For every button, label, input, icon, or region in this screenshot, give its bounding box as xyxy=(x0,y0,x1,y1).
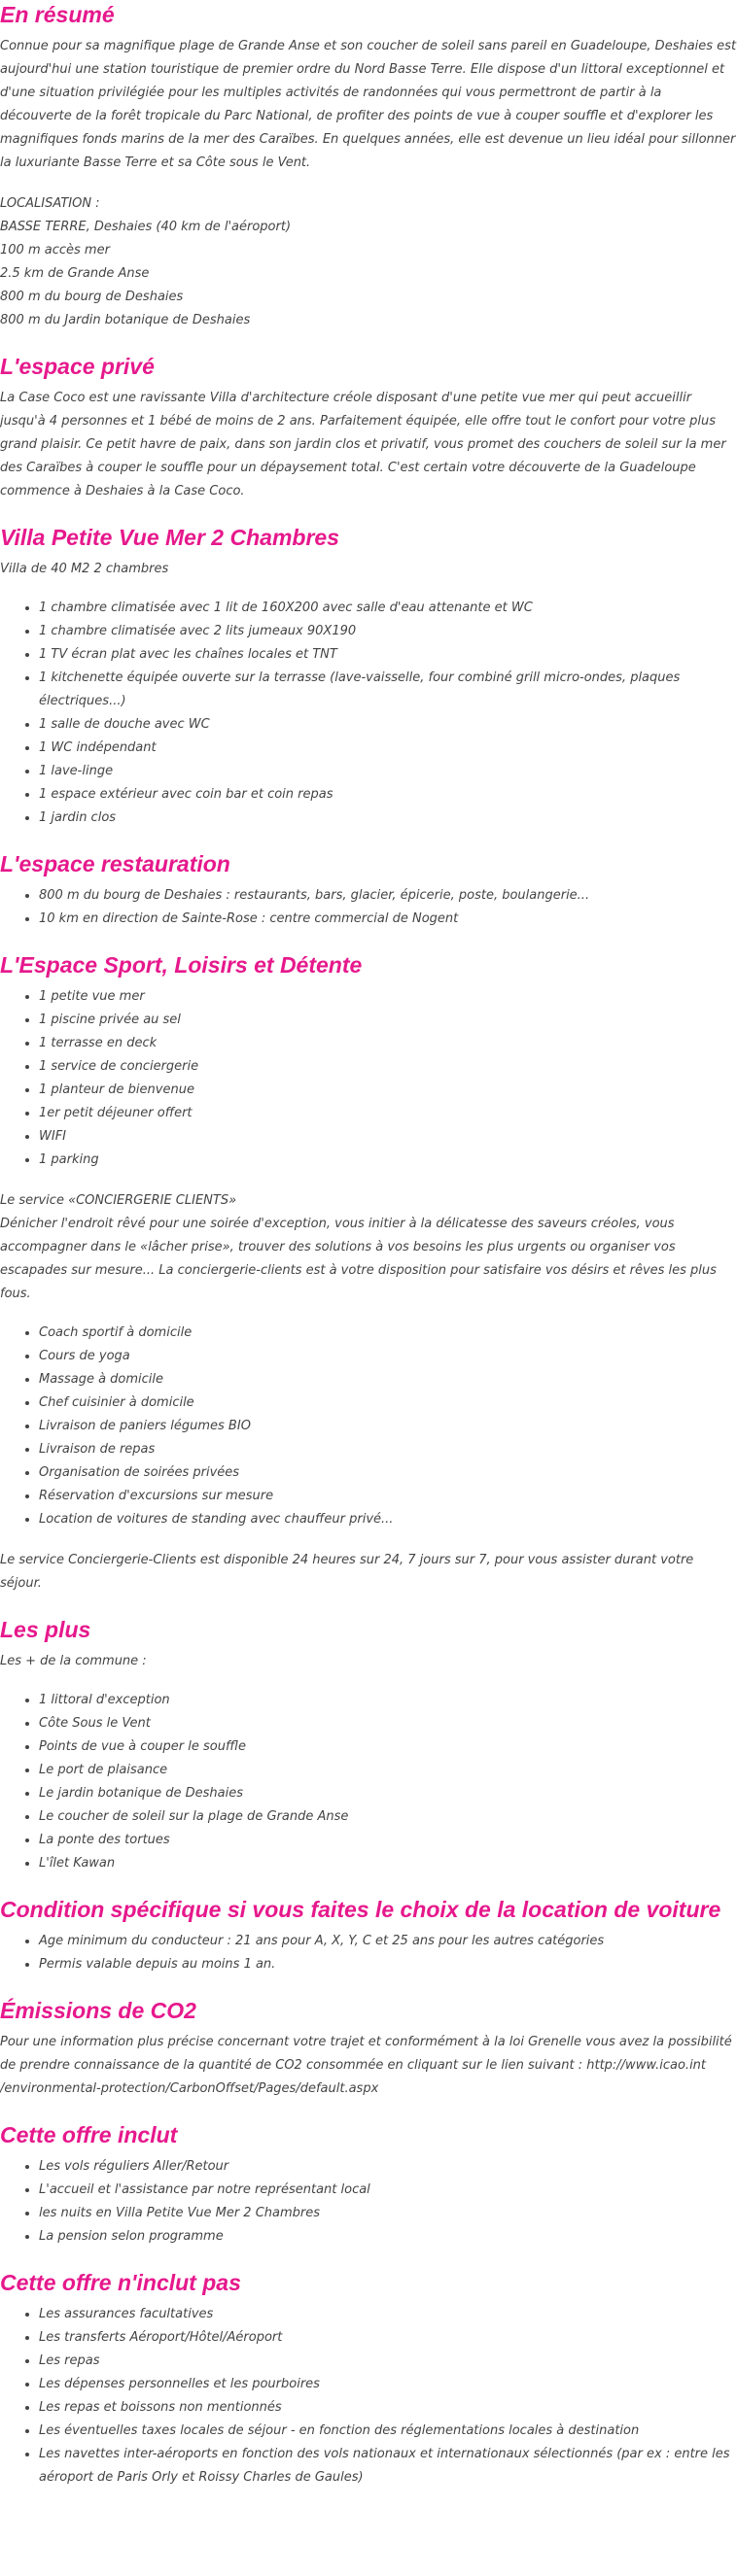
villa-equipment-list xyxy=(0,597,737,830)
location-block xyxy=(0,192,737,332)
list-item: • Massage à domicile xyxy=(39,1368,737,1391)
section-title-co2: Émissions de CO2 xyxy=(0,1998,196,2023)
list-item: • 1 kitchenette équipée ouverte sur la terrasse (lave-vaisselle, four combiné grill micro-ondes, plaques électriques...) xyxy=(39,667,737,713)
list-item: • Les repas et boissons non mentionnés xyxy=(39,2396,737,2420)
list-item: • Livraison de paniers légumes BIO xyxy=(39,1415,737,1438)
restauration-list xyxy=(0,884,737,931)
espace-prive-text: La Case Coco est une ravissante Villa d'architecture créole disposant d'une petite vue mer qui peut accueillir jusqu'à 4 personnes et 1 bébé de moins de 2 ans. Parfaitement équipée, elle offre tout le confort pour votre plus grand plaisir. Ce petit havre de paix, dans son jardin clos et privatif, vous promet des couchers de soleil sur la mer des Caraïbes à couper le souffle pour un dépaysement total. C'est certain votre découverte de la Guadeloupe commence à Deshaies à la Case Coco. xyxy=(0,391,726,498)
conciergerie-services-list xyxy=(0,1322,737,1531)
list-item: • Les repas xyxy=(39,2350,737,2373)
list-item: • Réservation d'excursions sur mesure xyxy=(39,1485,737,1508)
exclut-list xyxy=(0,2303,737,2490)
list-item: • Coach sportif à domicile xyxy=(39,1322,737,1345)
list-item: • Location de voitures de standing avec chauffeur privé... xyxy=(39,1508,737,1531)
list-item: • 1 planteur de bienvenue xyxy=(39,1079,737,1102)
location-line: BASSE TERRE, Deshaies (40 km de l'aéroport) xyxy=(0,220,292,234)
section-title-resume: En résumé xyxy=(0,2,115,27)
plus-subtitle: Les + de la commune : xyxy=(0,1654,147,1668)
list-item: • 1 parking xyxy=(39,1149,737,1172)
list-item: • 1 espace extérieur avec coin bar et coin repas xyxy=(39,783,737,807)
resume-intro: Connue pour sa magnifique plage de Grande Anse et son coucher de soleil sans pareil en Guadeloupe, Deshaies est aujourd'hui une station touristique de premier ordre du Nord Basse Terre. Elle dispose d'un littoral exceptionnel et d'une situation privilégiée pour les multiples activités de randonnées qui vous permettront de partir à la découverte de la forêt tropicale du Parc National, de profiter des points de vue à couper souffle et d'explorer les magnifiques fonds marins de la mer des Caraïbes. En quelques années, elle est devenue un lieu idéal pour sillonner la luxuriante Basse Terre et sa Côte sous le Vent. xyxy=(0,39,737,170)
sport-list xyxy=(0,985,737,1172)
list-item: • 1 chambre climatisée avec 2 lits jumeaux 90X190 xyxy=(39,620,737,643)
list-item: • WIFI xyxy=(39,1125,737,1149)
list-item: • 1 WC indépendant xyxy=(39,737,737,760)
list-item: • Les dépenses personnelles et les pourboires xyxy=(39,2373,737,2396)
list-item: • Age minimum du conducteur : 21 ans pour A, X, Y, C et 25 ans pour les autres catégories xyxy=(39,1930,737,1953)
section-title-plus: Les plus xyxy=(0,1617,91,1642)
conciergerie-text: Dénicher l'endroit rêvé pour une soirée d'exception, vous initier à la délicatesse des saveurs créoles, vous accompagner dans le «lâcher prise», trouver des solutions à vos besoins les plus urgents ou organiser vos escapades sur mesure... La conciergerie-clients est à votre disposition pour satisfaire vos désirs et rêves les plus fous. xyxy=(0,1217,717,1301)
list-item: • 1 piscine privée au sel xyxy=(39,1009,737,1032)
section-title-restauration: L'espace restauration xyxy=(0,851,230,876)
conciergerie-title: Le service «CONCIERGERIE CLIENTS» xyxy=(0,1193,237,1208)
conciergerie-block xyxy=(0,1189,737,1306)
list-item: • 1 littoral d'exception xyxy=(39,1689,737,1712)
location-line: 800 m du bourg de Deshaies xyxy=(0,290,184,304)
conciergerie-footer: Le service Conciergerie-Clients est disponible 24 heures sur 24, 7 jours sur 7, pour vous assister durant votre séjour. xyxy=(0,1553,694,1591)
location-line: 100 m accès mer xyxy=(0,243,110,258)
list-item: • Le jardin botanique de Deshaies xyxy=(39,1782,737,1805)
section-title-exclut: Cette offre n'inclut pas xyxy=(0,2270,241,2295)
list-item: • 1 terrasse en deck xyxy=(39,1032,737,1055)
list-item: • Chef cuisinier à domicile xyxy=(39,1391,737,1415)
list-item: • 1 lave-linge xyxy=(39,760,737,783)
section-title-inclut: Cette offre inclut xyxy=(0,2122,178,2147)
list-item: • 1 chambre climatisée avec 1 lit de 160X200 avec salle d'eau attenante et WC xyxy=(39,597,737,620)
list-item: • La pension selon programme xyxy=(39,2225,737,2249)
list-item: • 1 service de conciergerie xyxy=(39,1055,737,1079)
section-title-voiture: Condition spécifique si vous faites le choix de la location de voiture xyxy=(0,1897,721,1922)
co2-text: Pour une information plus précise concernant votre trajet et conformément à la loi Grenelle vous avez la possibilité de prendre connaissance de la quantité de CO2 consommée en cliquant sur le lien suivant : http://www.icao.int /environmental-protection/CarbonOffset/Pages/default.aspx xyxy=(0,2035,732,2096)
list-item: • 1 salle de douche avec WC xyxy=(39,713,737,737)
list-item: • 10 km en direction de Sainte-Rose : centre commercial de Nogent xyxy=(39,908,737,931)
list-item: • Côte Sous le Vent xyxy=(39,1712,737,1735)
list-item: • Points de vue à couper le souffle xyxy=(39,1735,737,1759)
voiture-conditions-list xyxy=(0,1930,737,1976)
list-item: • 1 jardin clos xyxy=(39,807,737,830)
list-item: • Les assurances facultatives xyxy=(39,2303,737,2326)
plus-list xyxy=(0,1689,737,1875)
list-item: • Livraison de repas xyxy=(39,1438,737,1461)
list-item: • Les navettes inter-aéroports en fonction des vols nationaux et internationaux sélectionnés (par ex : entre les aéroport de Paris Orly et Roissy Charles de Gaules) xyxy=(39,2443,737,2490)
list-item: • 800 m du bourg de Deshaies : restaurants, bars, glacier, épicerie, poste, boulangerie... xyxy=(39,884,737,908)
list-item: • La ponte des tortues xyxy=(39,1829,737,1852)
list-item: • Cours de yoga xyxy=(39,1345,737,1368)
list-item: • Permis valable depuis au moins 1 an. xyxy=(39,1953,737,1976)
list-item: • L'accueil et l'assistance par notre représentant local xyxy=(39,2179,737,2202)
list-item: • Le port de plaisance xyxy=(39,1759,737,1782)
villa-subtitle: Villa de 40 M2 2 chambres xyxy=(0,562,169,576)
list-item: • Les vols réguliers Aller/Retour xyxy=(39,2155,737,2179)
section-title-sport: L'Espace Sport, Loisirs et Détente xyxy=(0,952,363,978)
section-title-villa: Villa Petite Vue Mer 2 Chambres xyxy=(0,525,339,550)
list-item: • 1 petite vue mer xyxy=(39,985,737,1009)
location-line: 2.5 km de Grande Anse xyxy=(0,266,150,281)
section-title-espace-prive: L'espace privé xyxy=(0,354,155,379)
list-item: • Les transferts Aéroport/Hôtel/Aéroport xyxy=(39,2326,737,2350)
list-item: • les nuits en Villa Petite Vue Mer 2 Chambres xyxy=(39,2202,737,2225)
list-item: • Le coucher de soleil sur la plage de Grande Anse xyxy=(39,1805,737,1829)
inclut-list xyxy=(0,2155,737,2249)
list-item: • Les éventuelles taxes locales de séjour - en fonction des réglementations locales à destination xyxy=(39,2420,737,2443)
list-item: • L'îlet Kawan xyxy=(39,1852,737,1875)
list-item: • 1er petit déjeuner offert xyxy=(39,1102,737,1125)
list-item: • 1 TV écran plat avec les chaînes locales et TNT xyxy=(39,643,737,667)
list-item: • Organisation de soirées privées xyxy=(39,1461,737,1485)
location-line: LOCALISATION : xyxy=(0,196,100,211)
location-line: 800 m du Jardin botanique de Deshaies xyxy=(0,313,251,327)
